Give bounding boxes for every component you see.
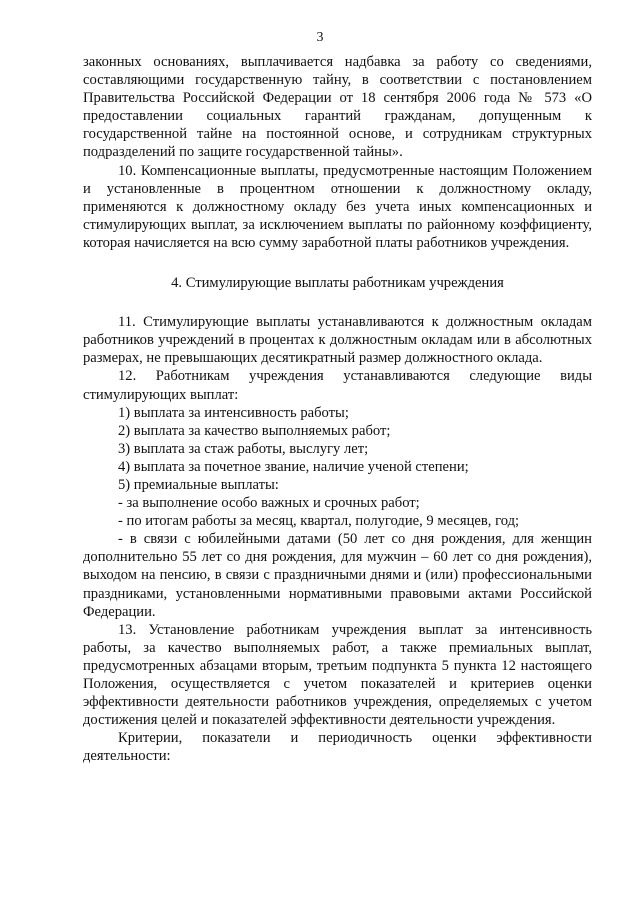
paragraph-continued: законных основаниях, выплачивается надбавка за работу со сведениями, составляющими государственную тайну, в соответствии с постановлением Правительства Российской Федерации от 18 сентября 2006 года № 573 «О предоставлении социальных гарантий гражданам, допущенным к государственной тайне на постоянной основе, и сотрудникам структурных подразделений по защите государственной тайны». (83, 54, 592, 161)
document-body (83, 53, 592, 765)
list-item: 2) выплата за качество выполняемых работ; (118, 422, 391, 439)
paragraph-10: 10. Компенсационные выплаты, предусмотренные настоящим Положением и установленные в процентном отношении к должностному окладу, применяются к должностному окладу без учета иных компенсационных и стимулирующих выплат, за исключением выплаты по районному коэффициенту, которая начисляется на всю сумму заработной платы работников учреждения. (83, 162, 592, 251)
paragraph-11: 11. Стимулирующие выплаты устанавливаются к должностным окладам работников учреждений в процентах к должностным окладам или в абсолютных размерах, не превышающих десятикратный размер должностного оклада. (83, 314, 592, 367)
list-item: 4) выплата за почетное звание, наличие ученой степени; (118, 458, 469, 475)
list-item: - за выполнение особо важных и срочных работ; (118, 495, 420, 512)
list-item: 3) выплата за стаж работы, выслугу лет; (118, 440, 369, 457)
page-number: 3 (316, 30, 324, 45)
list-item: - по итогам работы за месяц, квартал, полугодие, 9 месяцев, год; (118, 513, 520, 530)
section-heading: 4. Стимулирующие выплаты работникам учреждения (171, 275, 504, 292)
paragraph-13: 13. Установление работникам учреждения выплат за интенсивность работы, за качество выполняемых работ, а также премиальных выплат, предусмотренных абзацами вторым, третьим подпункта 5 пункта 12 настоящего Положения, осуществляется с учетом показателей и критериев оценки эффективности деятельности работников учреждения, определяемых с учетом достижения целей и показателей эффективности деятельности учреждения. (83, 621, 592, 729)
list-item: 5) премиальные выплаты: (118, 476, 279, 493)
paragraph-criteria: Критерии, показатели и периодичность оценки эффективности деятельности: (83, 730, 592, 765)
paragraph-12: 12. Работникам учреждения устанавливаются следующие виды стимулирующих выплат: (83, 368, 592, 403)
list-item-anniversary: - в связи с юбилейными датами (50 лет со дня рождения, для женщин дополнительно 55 лет со дня рождения, для мужчин – 60 лет со дня рождения), выходом на пенсию, в связи с праздничными днями и (или) профессиональными праздниками, установленными нормативными правовыми актами Российской Федерации. (83, 531, 592, 620)
list-item: 1) выплата за интенсивность работы; (118, 404, 349, 421)
